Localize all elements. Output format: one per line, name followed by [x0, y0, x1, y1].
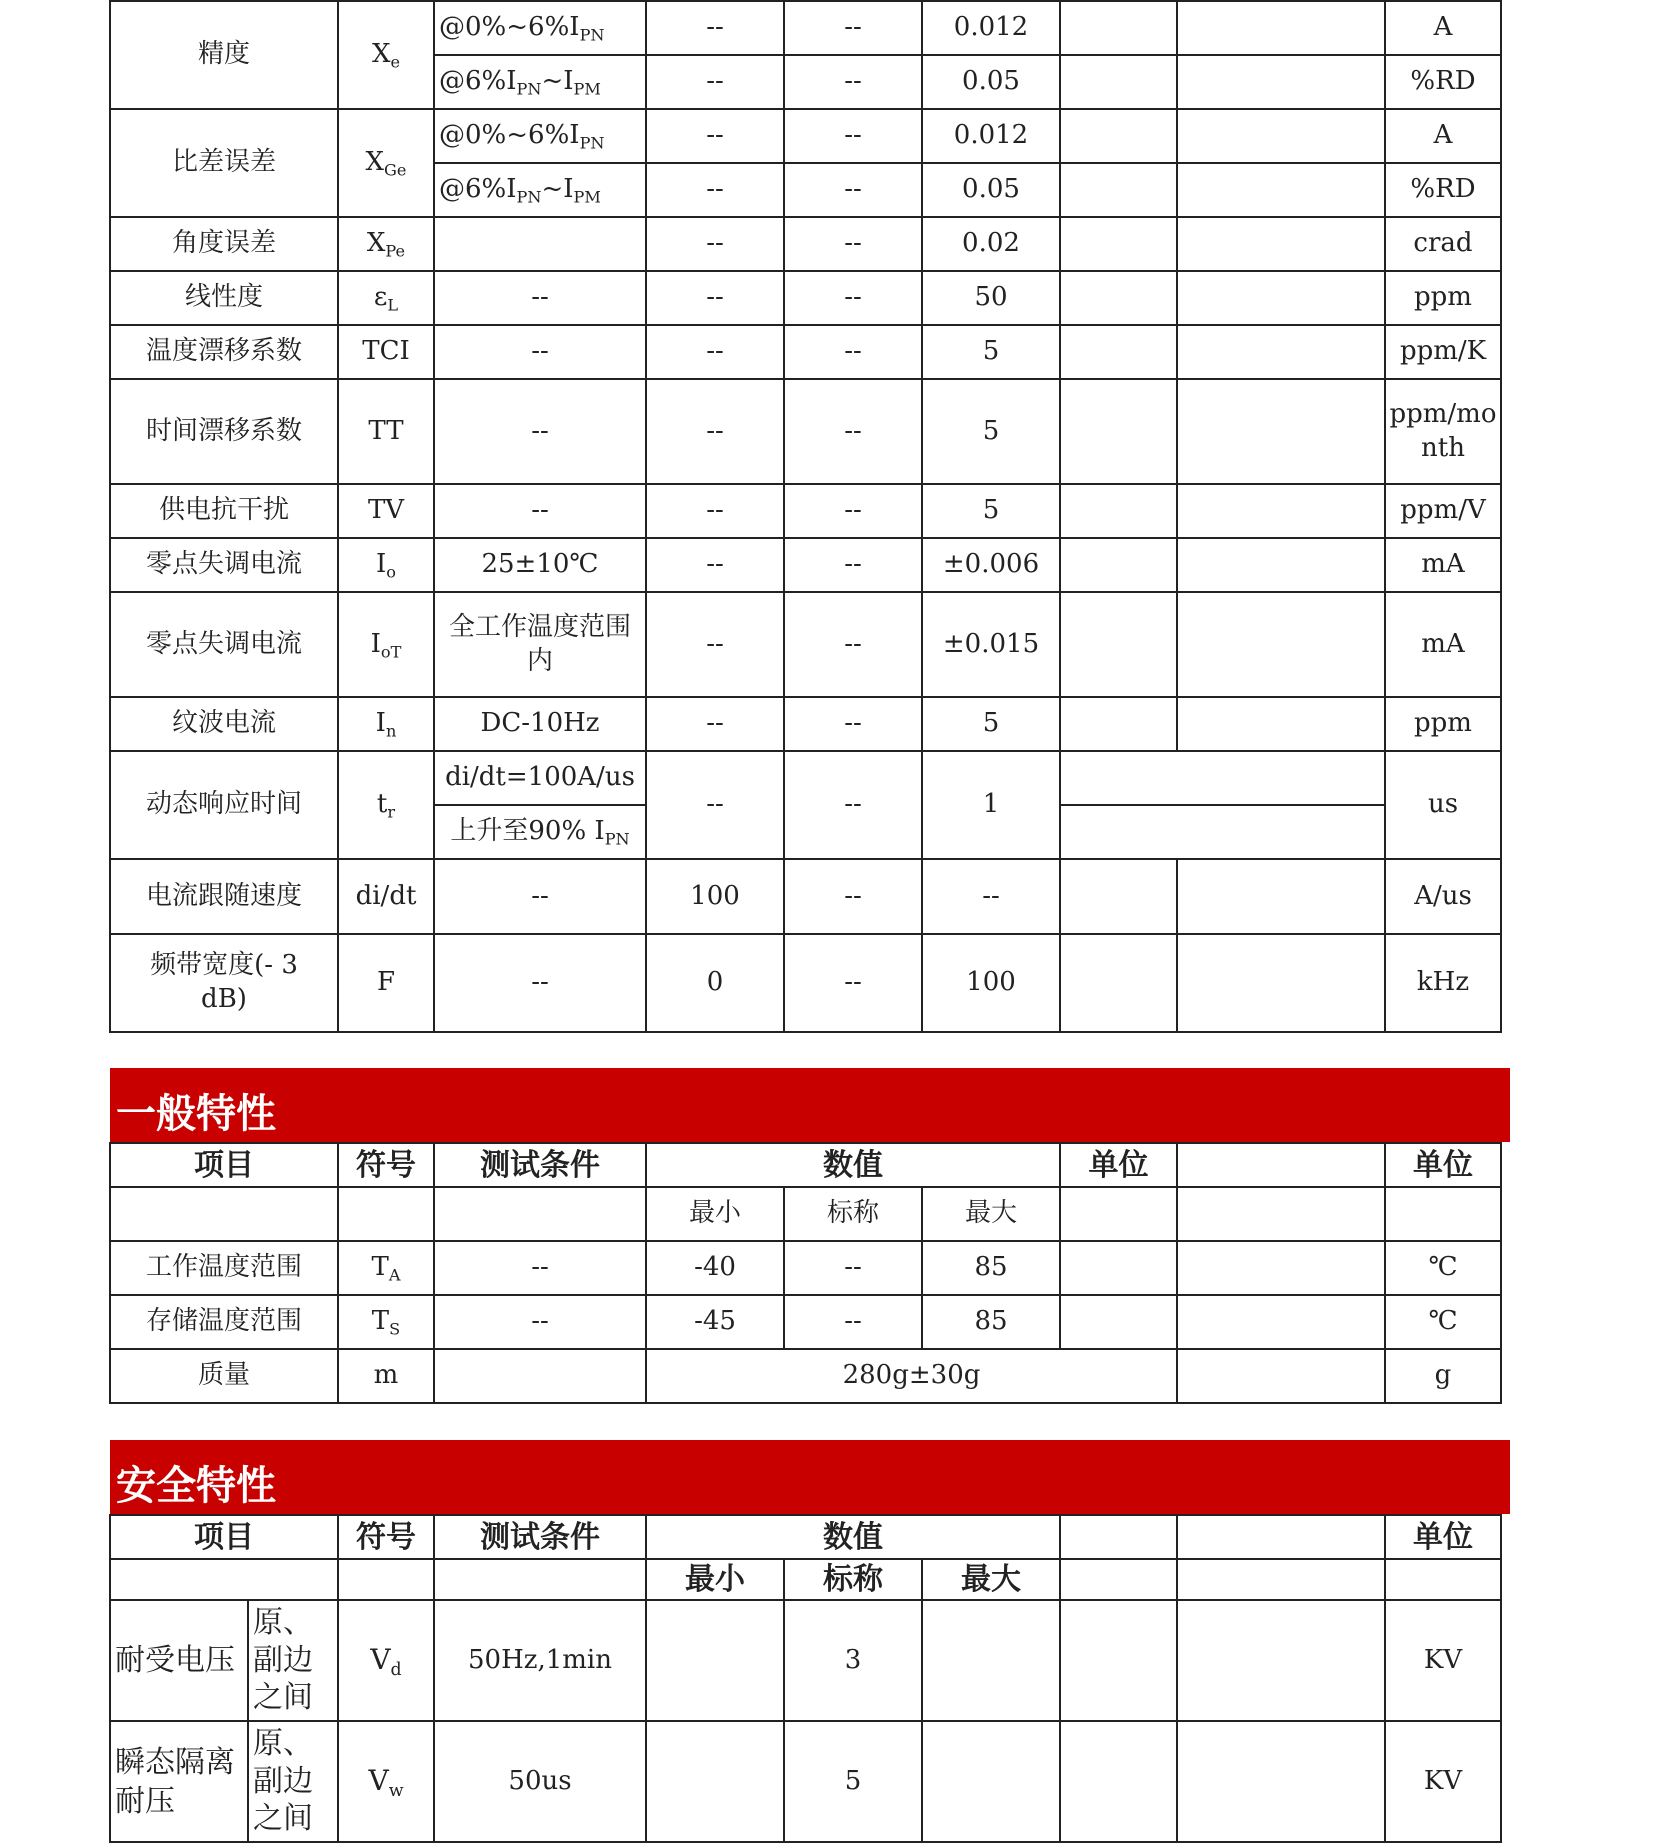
unit-cell: %RD [1385, 55, 1501, 109]
max-cell: 5 [922, 697, 1060, 751]
max-cell: -- [922, 859, 1060, 934]
unit-cell: ppm/K [1385, 325, 1501, 379]
symbol-cell: $I_n$ [338, 697, 434, 751]
empty-cell [338, 1559, 434, 1600]
item-cell: 耐受电压 [110, 1600, 248, 1721]
condition-cell: -- [434, 379, 646, 484]
nom-cell: -- [784, 325, 922, 379]
header-condition: 测试条件 [434, 1515, 646, 1559]
nom-cell: -- [784, 1295, 922, 1349]
header-unit: 单位 [1385, 1143, 1501, 1187]
nom-cell: -- [784, 109, 922, 163]
unit-cell: mA [1385, 592, 1501, 697]
empty-cell [1060, 325, 1177, 379]
nom-cell: -- [784, 217, 922, 271]
max-cell [922, 1600, 1060, 1721]
empty-cell [110, 1187, 338, 1241]
unit-cell: A/us [1385, 859, 1501, 934]
symbol-cell: $T_S$ [338, 1295, 434, 1349]
empty-cell [1060, 1295, 1177, 1349]
empty-cell [1177, 163, 1385, 217]
header-condition: 测试条件 [434, 1143, 646, 1187]
empty-cell [1060, 271, 1177, 325]
min-cell: -- [646, 163, 784, 217]
empty-cell [1060, 379, 1177, 484]
empty-cell [1060, 751, 1385, 805]
empty-cell [1177, 325, 1385, 379]
item-cell: 瞬态隔离耐压 [110, 1721, 248, 1842]
item-cell: 电流跟随速度 [110, 859, 338, 934]
item-cell: 工作温度范围 [110, 1241, 338, 1295]
condition-cell: $@0\%\sim 6\%I_{PN}$ [434, 109, 646, 163]
header-nom: 标称 [784, 1559, 922, 1600]
empty-cell [1385, 1187, 1501, 1241]
symbol-cell: di/dt [338, 859, 434, 934]
header-nom: 标称 [784, 1187, 922, 1241]
item-cell: 供电抗干扰 [110, 484, 338, 538]
empty-cell [1060, 484, 1177, 538]
item-cell: 时间漂移系数 [110, 379, 338, 484]
max-cell: 5 [922, 484, 1060, 538]
empty-cell [1060, 859, 1177, 934]
nom-cell: -- [784, 163, 922, 217]
unit-cell: kHz [1385, 934, 1501, 1032]
empty-cell [1060, 697, 1177, 751]
empty-cell [1177, 538, 1385, 592]
nom-cell: -- [784, 55, 922, 109]
nom-cell: -- [784, 751, 922, 859]
header-item: 项目 [110, 1515, 338, 1559]
min-cell: 100 [646, 859, 784, 934]
max-cell: 1 [922, 751, 1060, 859]
item-cell: 温度漂移系数 [110, 325, 338, 379]
section-header-general [110, 1068, 1510, 1142]
empty-cell [1177, 1349, 1385, 1403]
header-symbol: 符号 [338, 1515, 434, 1559]
symbol-cell: TCI [338, 325, 434, 379]
header-unit: 单位 [1385, 1515, 1501, 1559]
min-cell: -40 [646, 1241, 784, 1295]
item-cell: 频带宽度(- 3 dB) [110, 934, 338, 1032]
nom-cell: -- [784, 271, 922, 325]
empty-cell [1177, 1241, 1385, 1295]
item-cell: 零点失调电流 [110, 538, 338, 592]
header-max: 最大 [922, 1559, 1060, 1600]
symbol-cell: F [338, 934, 434, 1032]
symbol-cell: $X_{Ge}$ [338, 109, 434, 217]
condition-cell: -- [434, 271, 646, 325]
nom-cell: -- [784, 1, 922, 55]
max-cell: 100 [922, 934, 1060, 1032]
unit-cell: KV [1385, 1721, 1501, 1842]
unit-cell: ppm [1385, 697, 1501, 751]
empty-cell [1060, 1, 1177, 55]
empty-cell [1177, 697, 1385, 751]
nom-cell: -- [784, 592, 922, 697]
item-cell: 精度 [110, 1, 338, 109]
empty-cell [1060, 1241, 1177, 1295]
condition-cell: 全工作温度范围内 [434, 592, 646, 697]
max-cell: 85 [922, 1241, 1060, 1295]
condition-cell: -- [434, 934, 646, 1032]
unit-cell: us [1385, 751, 1501, 859]
symbol-cell: $I_{oT}$ [338, 592, 434, 697]
empty-cell [1177, 271, 1385, 325]
symbol-cell: TT [338, 379, 434, 484]
empty-cell [1060, 1515, 1177, 1559]
empty-cell [1177, 1515, 1385, 1559]
nom-cell: -- [784, 484, 922, 538]
header-unit: 单位 [1060, 1143, 1177, 1187]
nom-cell: -- [784, 859, 922, 934]
header-value: 数值 [646, 1143, 1060, 1187]
min-cell: -- [646, 379, 784, 484]
item-cell: 角度误差 [110, 217, 338, 271]
condition-cell: -- [434, 1295, 646, 1349]
max-cell: 0.02 [922, 217, 1060, 271]
max-cell [922, 1721, 1060, 1842]
unit-cell: mA [1385, 538, 1501, 592]
empty-cell [1060, 1187, 1177, 1241]
electrical-specs-table [109, 0, 1502, 1033]
header-min: 最小 [646, 1187, 784, 1241]
nom-cell: -- [784, 697, 922, 751]
unit-cell: ppm/V [1385, 484, 1501, 538]
empty-cell [1177, 1559, 1385, 1600]
min-cell [646, 1721, 784, 1842]
nom-cell: -- [784, 934, 922, 1032]
empty-cell [1177, 217, 1385, 271]
item-cell: 质量 [110, 1349, 338, 1403]
condition-cell: $@0\%\sim 6\%I_{PN}$ [434, 1, 646, 55]
item-cell: 存储温度范围 [110, 1295, 338, 1349]
condition-cell: -- [434, 859, 646, 934]
condition-cell: 50Hz,1min [434, 1600, 646, 1721]
condition-cell: 上升至90% $I_{PN}$ [434, 805, 646, 859]
unit-cell: g [1385, 1349, 1501, 1403]
condition-cell: $@6\%I_{PN}\sim I_{PM}$ [434, 163, 646, 217]
unit-cell: ℃ [1385, 1295, 1501, 1349]
empty-cell [1177, 934, 1385, 1032]
unit-cell: A [1385, 109, 1501, 163]
value-cell: 280g±30g [646, 1349, 1177, 1403]
condition-cell: 25±10℃ [434, 538, 646, 592]
symbol-cell: $\varepsilon_L$ [338, 271, 434, 325]
empty-cell [1177, 484, 1385, 538]
section-title: 一般特性 [116, 1091, 276, 1137]
max-cell: 5 [922, 379, 1060, 484]
max-cell: 50 [922, 271, 1060, 325]
unit-cell: ppm/month [1385, 379, 1501, 484]
item-cell: 零点失调电流 [110, 592, 338, 697]
section-header-safety [110, 1440, 1510, 1514]
empty-cell [1060, 163, 1177, 217]
empty-cell [1177, 109, 1385, 163]
min-cell: -45 [646, 1295, 784, 1349]
empty-cell [1177, 859, 1385, 934]
empty-cell [1060, 109, 1177, 163]
min-cell [646, 1600, 784, 1721]
header-value: 数值 [646, 1515, 1060, 1559]
condition-cell: -- [434, 325, 646, 379]
min-cell: -- [646, 109, 784, 163]
empty-cell [1177, 1143, 1385, 1187]
empty-cell [338, 1187, 434, 1241]
unit-cell: ppm [1385, 271, 1501, 325]
max-cell: ±0.006 [922, 538, 1060, 592]
item-cell: 比差误差 [110, 109, 338, 217]
safety-specs-table [109, 1514, 1502, 1843]
max-cell: 0.012 [922, 109, 1060, 163]
symbol-cell: $V_d$ [338, 1600, 434, 1721]
symbol-cell: $X_e$ [338, 1, 434, 109]
section-title: 安全特性 [116, 1463, 276, 1509]
min-cell: -- [646, 697, 784, 751]
unit-cell: %RD [1385, 163, 1501, 217]
unit-cell: A [1385, 1, 1501, 55]
empty-cell [1177, 55, 1385, 109]
max-cell: 85 [922, 1295, 1060, 1349]
symbol-cell: $X_{Pe}$ [338, 217, 434, 271]
header-max: 最大 [922, 1187, 1060, 1241]
empty-cell [1177, 1295, 1385, 1349]
max-cell: 0.012 [922, 1, 1060, 55]
empty-cell [1177, 379, 1385, 484]
symbol-cell: $V_w$ [338, 1721, 434, 1842]
condition-cell: -- [434, 1241, 646, 1295]
general-specs-table [109, 1142, 1502, 1404]
nom-cell: 5 [784, 1721, 922, 1842]
min-cell: -- [646, 217, 784, 271]
item-cell: 动态响应时间 [110, 751, 338, 859]
min-cell: 0 [646, 934, 784, 1032]
max-cell: 0.05 [922, 163, 1060, 217]
empty-cell [434, 1187, 646, 1241]
condition-cell: -- [434, 484, 646, 538]
max-cell: 5 [922, 325, 1060, 379]
empty-cell [1060, 592, 1177, 697]
condition-cell: $@6\%I_{PN}\sim I_{PM}$ [434, 55, 646, 109]
symbol-cell: m [338, 1349, 434, 1403]
min-cell: -- [646, 55, 784, 109]
empty-cell [1060, 55, 1177, 109]
header-symbol: 符号 [338, 1143, 434, 1187]
condition-cell [434, 1349, 646, 1403]
condition-cell: di/dt=100A/us [434, 751, 646, 805]
empty-cell [1060, 1600, 1177, 1721]
max-cell: ±0.015 [922, 592, 1060, 697]
symbol-cell: $t_r$ [338, 751, 434, 859]
unit-cell: crad [1385, 217, 1501, 271]
empty-cell [434, 1559, 646, 1600]
condition-cell: 50us [434, 1721, 646, 1842]
empty-cell [1177, 1, 1385, 55]
empty-cell [1060, 805, 1385, 859]
empty-cell [1177, 592, 1385, 697]
empty-cell [1060, 1559, 1177, 1600]
empty-cell [1060, 1721, 1177, 1842]
nom-cell: -- [784, 538, 922, 592]
unit-cell: KV [1385, 1600, 1501, 1721]
symbol-cell: $T_A$ [338, 1241, 434, 1295]
condition-cell [434, 217, 646, 271]
min-cell: -- [646, 271, 784, 325]
header-item: 项目 [110, 1143, 338, 1187]
condition-cell: DC-10Hz [434, 697, 646, 751]
header-min: 最小 [646, 1559, 784, 1600]
unit-cell: ℃ [1385, 1241, 1501, 1295]
min-cell: -- [646, 1, 784, 55]
item-cell: 纹波电流 [110, 697, 338, 751]
min-cell: -- [646, 538, 784, 592]
item-cell: 线性度 [110, 271, 338, 325]
max-cell: 0.05 [922, 55, 1060, 109]
symbol-cell: $I_o$ [338, 538, 434, 592]
empty-cell [1177, 1600, 1385, 1721]
empty-cell [1177, 1721, 1385, 1842]
min-cell: -- [646, 751, 784, 859]
nom-cell: -- [784, 379, 922, 484]
empty-cell [1060, 934, 1177, 1032]
empty-cell [1385, 1559, 1501, 1600]
empty-cell [110, 1559, 338, 1600]
nom-cell: 3 [784, 1600, 922, 1721]
empty-cell [1060, 217, 1177, 271]
symbol-cell: TV [338, 484, 434, 538]
min-cell: -- [646, 592, 784, 697]
empty-cell [1177, 1187, 1385, 1241]
empty-cell [1060, 538, 1177, 592]
sub-item-cell: 原、副边之间 [248, 1600, 338, 1721]
sub-item-cell: 原、副边之间 [248, 1721, 338, 1842]
min-cell: -- [646, 484, 784, 538]
nom-cell: -- [784, 1241, 922, 1295]
min-cell: -- [646, 325, 784, 379]
